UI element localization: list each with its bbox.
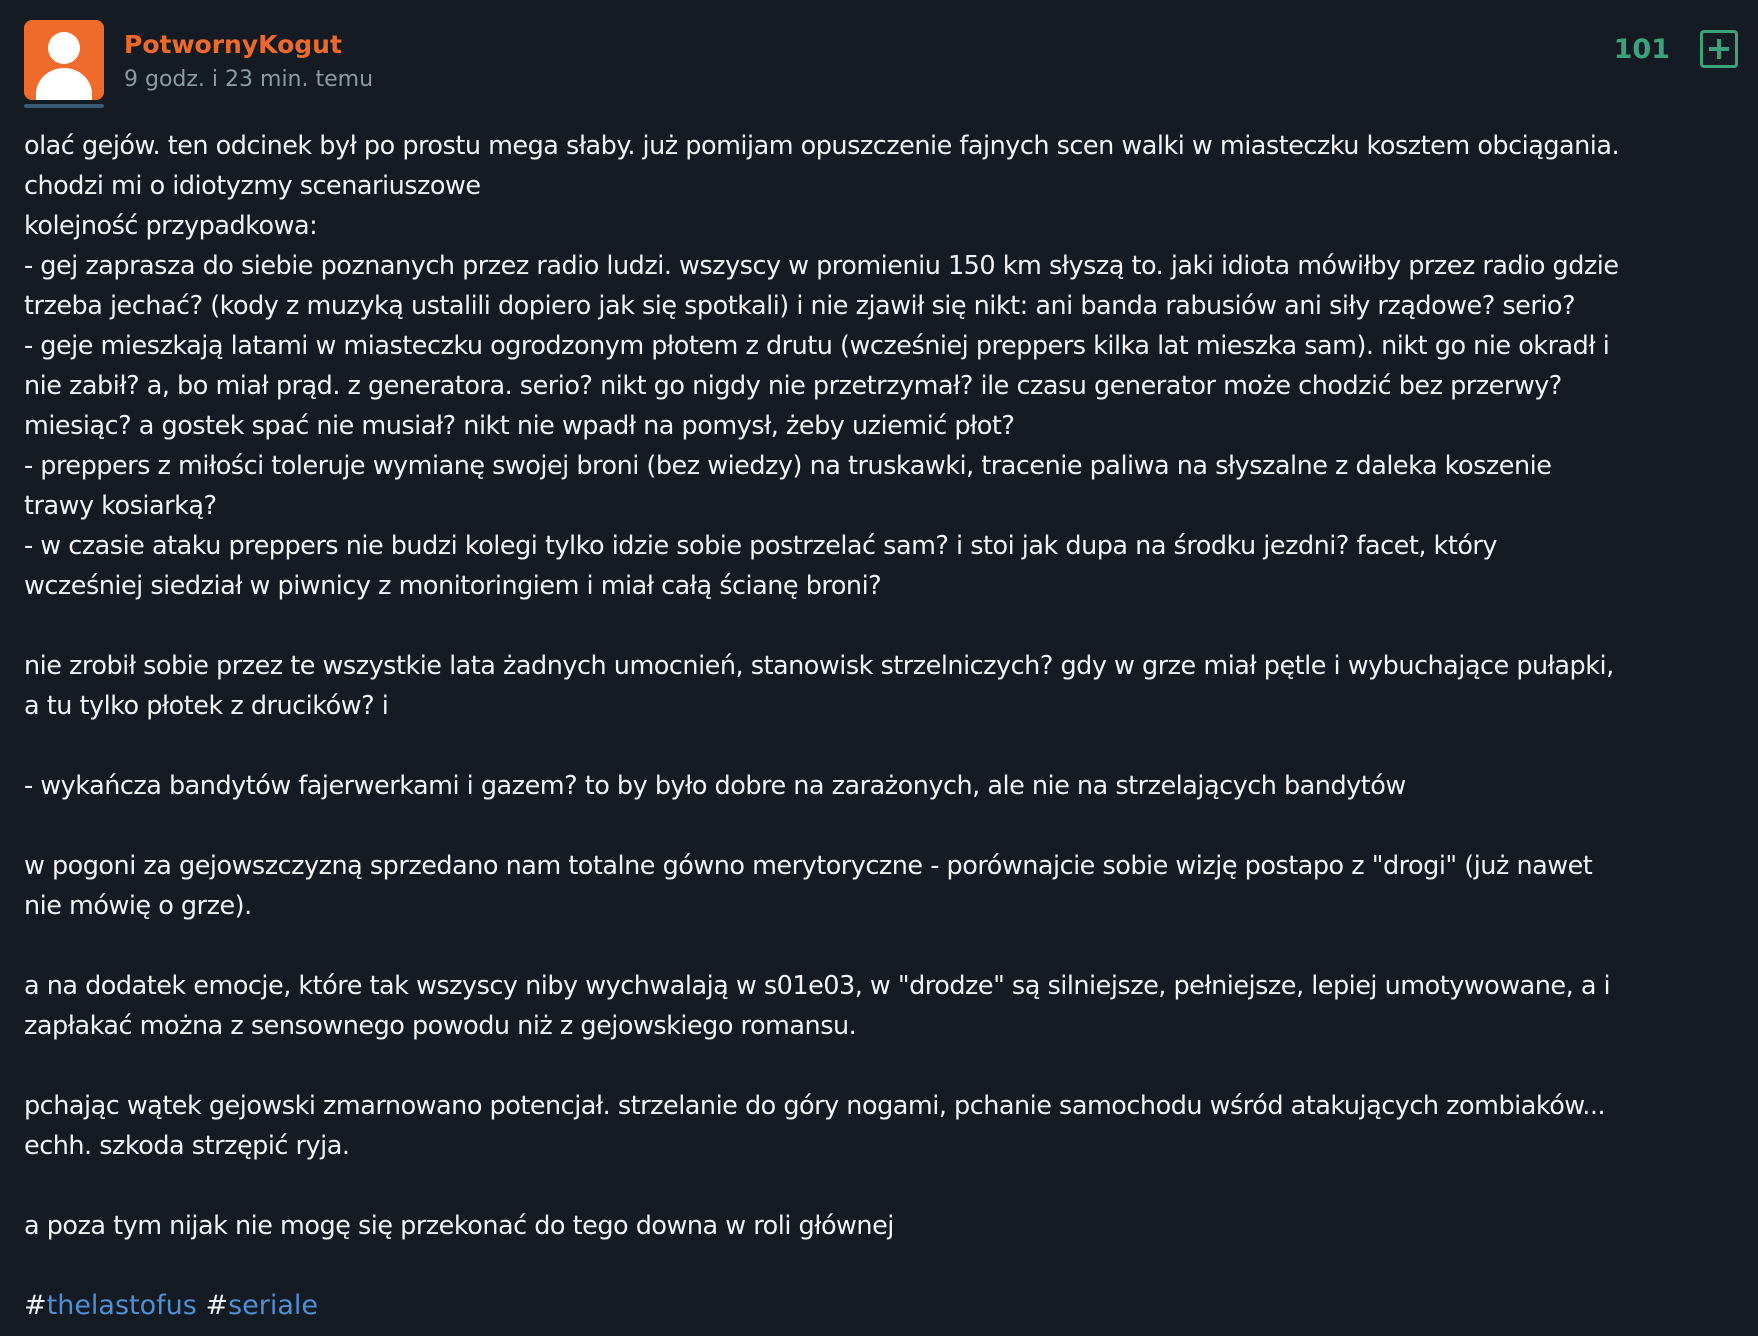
- post-text-line: - w czasie ataku preppers nie budzi kolegi tylko idzie sobie postrzelać sam? i stoi jak dupa na środku jezdni? facet, który: [24, 531, 1497, 561]
- post-text-line: - preppers z miłości toleruje wymianę swojej broni (bez wiedzy) na truskawki, tracenie paliwa na słyszalne z daleka koszenie: [24, 451, 1552, 481]
- post-text-line: nie mówię o grze).: [24, 891, 252, 921]
- post-text-line: kolejność przypadkowa:: [24, 211, 318, 241]
- tag-link-seriale[interactable]: seriale: [228, 1290, 319, 1321]
- paragraph-gap: [24, 806, 1740, 846]
- tag-hash: #: [24, 1290, 47, 1321]
- post-text-line: wcześniej siedział w piwnicy z monitoringiem i miał całą ścianę broni?: [24, 571, 882, 601]
- user-silhouette-icon: [48, 32, 80, 64]
- tag-list: [24, 1286, 318, 1326]
- post-text-line: - geje mieszkają latami w miasteczku ogrodzonym płotem z drutu (wcześniej preppers kilka lat mieszka sam). nikt go nie okradł i: [24, 331, 1610, 361]
- paragraph-gap: [24, 1046, 1740, 1086]
- post-text-line: - wykańcza bandytów fajerwerkami i gazem? to by było dobre na zarażonych, ale nie na strzelających bandytów: [24, 771, 1406, 801]
- post-text-line: chodzi mi o idiotyzmy scenariuszowe: [24, 171, 481, 201]
- post-text-line: olać gejów. ten odcinek był po prostu mega słaby. już pomijam opuszczenie fajnych scen walki w miasteczku kosztem obciągania.: [24, 131, 1620, 161]
- post-text-line: zapłakać można z sensownego powodu niż z gejowskiego romansu.: [24, 1011, 857, 1041]
- post-text-line: trawy kosiarką?: [24, 491, 217, 521]
- paragraph-gap: [24, 926, 1740, 966]
- avatar-underline: [24, 104, 104, 108]
- post-body: [24, 126, 1740, 1246]
- post-text-line: a tu tylko płotek z drucików? i: [24, 691, 389, 721]
- post-text-line: echh. szkoda strzępić ryja.: [24, 1131, 350, 1161]
- paragraph-gap: [24, 726, 1740, 766]
- paragraph-gap: [24, 1166, 1740, 1206]
- plus-icon-vertical: [1717, 39, 1721, 59]
- paragraph-gap: [24, 606, 1740, 646]
- post-timestamp[interactable]: 9 godz. i 23 min. temu: [124, 67, 374, 92]
- avatar[interactable]: [24, 20, 104, 100]
- author-username[interactable]: PotwornyKogut: [124, 30, 342, 59]
- upvote-button[interactable]: [1700, 30, 1738, 68]
- post-text-line: a na dodatek emocje, które tak wszyscy niby wychwalają w s01e03, w "drodze" są silniejsze, pełniejsze, lepiej umotywowane, a i: [24, 971, 1611, 1001]
- user-silhouette-body: [36, 68, 92, 100]
- tag-hash: #: [205, 1290, 229, 1321]
- post-text-line: miesiąc? a gostek spać nie musiał? nikt nie wpadł na pomysł, żeby uziemić płot?: [24, 411, 1015, 441]
- post-text-line: - gej zaprasza do siebie poznanych przez radio ludzi. wszyscy w promieniu 150 km słyszą to. jaki idiota mówiłby przez radio gdzie: [24, 251, 1619, 281]
- post-text-line: w pogoni za gejowszczyzną sprzedano nam totalne gówno merytoryczne - porównajcie sobie wizję postapo z "drogi" (już nawet: [24, 851, 1593, 881]
- post-text-line: nie zabił? a, bo miał prąd. z generatora. serio? nikt go nigdy nie przetrzymał? ile czasu generator może chodzić bez przerwy?: [24, 371, 1562, 401]
- post-text-line: nie zrobił sobie przez te wszystkie lata żadnych umocnień, stanowisk strzelniczych? gdy w grze miał pętle i wybuchające pułapki,: [24, 651, 1614, 681]
- vote-count: 101: [1613, 34, 1670, 65]
- post-text-line: trzeba jechać? (kody z muzyką ustalili dopiero jak się spotkali) i nie zjawił się nikt: ani banda rabusiów ani siły rządowe? serio?: [24, 291, 1576, 321]
- post-text-line: a poza tym nijak nie mogę się przekonać do tego downa w roli głównej: [24, 1211, 894, 1241]
- tag-link-thelastofus[interactable]: thelastofus: [46, 1290, 197, 1321]
- post-text-line: pchając wątek gejowski zmarnowano potencjał. strzelanie do góry nogami, pchanie samochodu wśród atakujących zombiaków...: [24, 1091, 1606, 1121]
